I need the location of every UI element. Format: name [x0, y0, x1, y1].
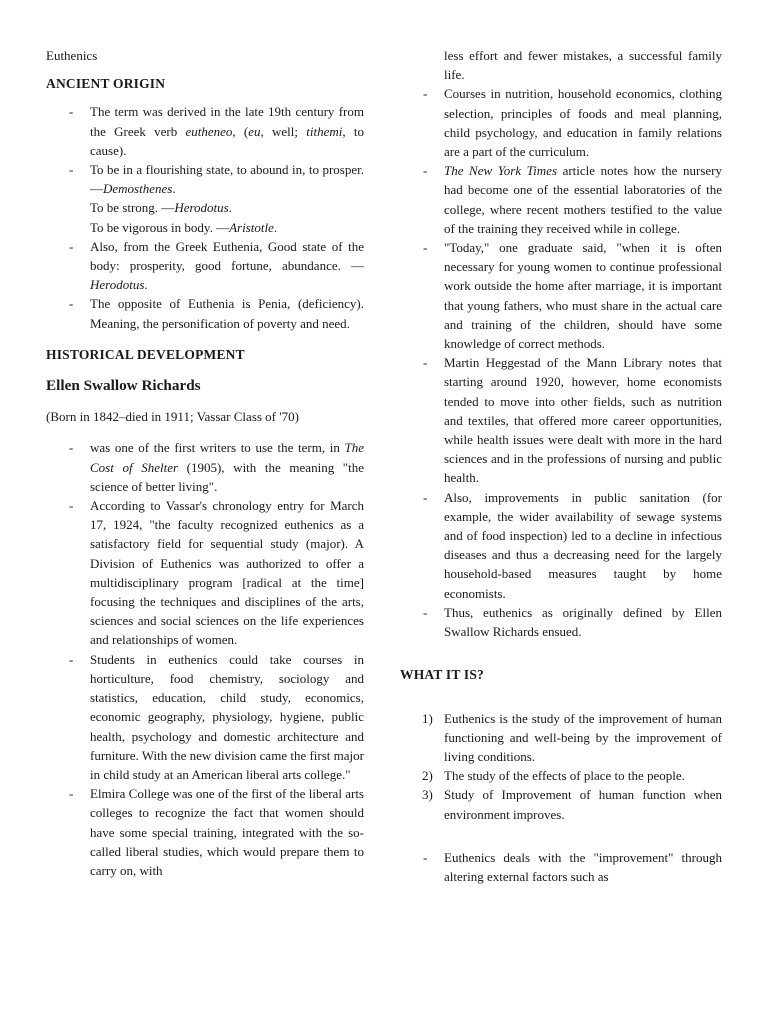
item-text: The term was derived in the late 19th century from the Greek verb: [90, 104, 364, 139]
list-item: [400, 488, 722, 603]
right-list: [400, 84, 722, 641]
list-item: [400, 848, 722, 886]
list-item: [400, 84, 722, 161]
list-item: [46, 496, 364, 650]
list-item: [46, 102, 364, 160]
item-text: , (: [232, 123, 249, 139]
list-item: [400, 238, 722, 353]
item-number: 1): [422, 710, 433, 726]
continued-text: less effort and fewer mistakes, a successful family life.: [444, 48, 722, 83]
item-text: .: [228, 200, 232, 216]
item-text: The study of the effects of place to the people.: [444, 768, 685, 784]
item-text: .: [273, 219, 278, 235]
numbered-item: [400, 766, 722, 785]
item-italic-text: tithemi: [306, 123, 343, 139]
list-item: [46, 650, 364, 784]
list-item: [46, 438, 364, 496]
historical-list: [46, 438, 364, 880]
numbered-item: [400, 785, 722, 823]
list-item: [46, 784, 364, 880]
what-it-is-heading: WHAT IT IS?: [400, 667, 484, 683]
ancient-origin-list: [46, 102, 364, 332]
item-text: "Today," one graduate said, "when it is often necessary for young women to continue professional work outside the home after marriage, it is important that young fathers, who must share in the actual care and training of the children, should have some knowledge of correct methods.: [444, 240, 722, 352]
item-number: 3): [422, 787, 433, 803]
definition-list: [400, 709, 722, 824]
person-name-heading: Ellen Swallow Richards: [46, 377, 201, 395]
item-italic-text: eu: [248, 123, 261, 139]
item-italic-text: eutheneo: [185, 123, 233, 139]
item-text: article notes how the nursery had become one of the essential laboratories of the college, where recent mothers testified to the value of the training they received while in college.: [444, 163, 722, 236]
historical-development-heading: HISTORICAL DEVELOPMENT: [46, 346, 245, 362]
list-item: [400, 161, 722, 238]
ancient-origin-heading: ANCIENT ORIGIN: [46, 76, 166, 92]
list-item: [46, 237, 364, 295]
item-text: Also, from the Greek Euthenia, Good state of the body: prosperity, good fortune, abundance. —: [90, 238, 364, 274]
item-text: Students in euthenics could take courses in horticulture, food chemistry, sociology and statistics, education, child study, economics, economic geography, physiology, hygiene, public health, psychology and domestic architecture and furniture. With the new division came the first major in child study at an American liberal arts college.": [90, 651, 364, 782]
left-column: [46, 46, 364, 880]
item-text: Courses in nutrition, household economics, clothing selection, principles of foods and meal planning, child psychology, and education in family relations are a part of the curriculum.: [444, 86, 722, 160]
item-text: To be in a flourishing state, to abound in, to prosper. —: [90, 162, 364, 197]
item-italic-text: Herodotus: [174, 200, 229, 216]
born-note: (Born in 1842–died in 1911; Vassar Class of '70): [46, 409, 299, 425]
item-italic-text: Aristotle: [229, 219, 274, 235]
item-text: Elmira College was one of the first of the liberal arts colleges to recognize the fact that women should have some special training, integrated with the so-called liberal studies, which would prepare them to carry on, with: [90, 786, 364, 878]
right-column: [400, 46, 722, 886]
item-text: Also, improvements in public sanitation (for example, the wider availability of sewage systems and of food inspection) led to a decline in infectious diseases and thus a decreasing need for the largely household-based measures taught by home economists.: [444, 489, 722, 601]
document-title: Euthenics: [46, 48, 98, 63]
item-text: .: [144, 277, 148, 293]
item-text: Study of Improvement of human function when environment improves.: [444, 787, 722, 822]
item-text: Euthenics deals with the "improvement" through altering external factors such as: [444, 849, 722, 884]
item-text: , well;: [260, 123, 307, 139]
what-it-is-dash-list: [400, 848, 722, 886]
item-text: Martin Heggestad of the Mann Library notes that starting around 1920, however, home economists tended to move into other fields, such as nutrition and textiles, that offered more career opportunities, while health issues were dealt with more in the hard sciences and in the professions of nursing and public health.: [444, 355, 722, 486]
list-item: [46, 294, 364, 332]
list-item: [400, 603, 722, 641]
item-italic-text: The Cost of Shelter: [90, 440, 364, 475]
item-number: 2): [422, 768, 433, 784]
item-text: To be strong. —: [90, 200, 175, 216]
item-italic-text: The New York Times: [444, 163, 558, 179]
item-italic-text: Herodotus: [90, 277, 145, 293]
item-text: Euthenics is the study of the improvement of human functioning and well-being by the improvement of living conditions.: [444, 710, 722, 764]
list-item: [46, 160, 364, 237]
numbered-item: [400, 709, 722, 767]
item-text: The opposite of Euthenia is Penia, (deficiency). Meaning, the personification of poverty and need.: [90, 296, 364, 331]
item-text: , to cause).: [90, 123, 364, 158]
item-text: (1905), with the meaning "the science of better living".: [90, 459, 364, 494]
item-text: Thus, euthenics as originally defined by Ellen Swallow Richards ensued.: [444, 604, 722, 640]
item-text: According to Vassar's chronology entry for March 17, 1924, "the faculty recognized euthenics as a satisfactory field for sequential study (major). A Division of Euthenics was authorized to offer a multidisciplinary program [radical at the time] focusing the techniques and disciplines of the arts, sciences and social sciences on the life experiences and relationships of women.: [90, 498, 364, 648]
item-italic-text: Demosthenes: [103, 181, 173, 197]
item-text: To be vigorous in body. —: [90, 219, 230, 235]
item-text: was one of the first writers to use the term, in: [90, 440, 345, 456]
list-item: [400, 353, 722, 487]
item-text: .: [172, 181, 176, 197]
